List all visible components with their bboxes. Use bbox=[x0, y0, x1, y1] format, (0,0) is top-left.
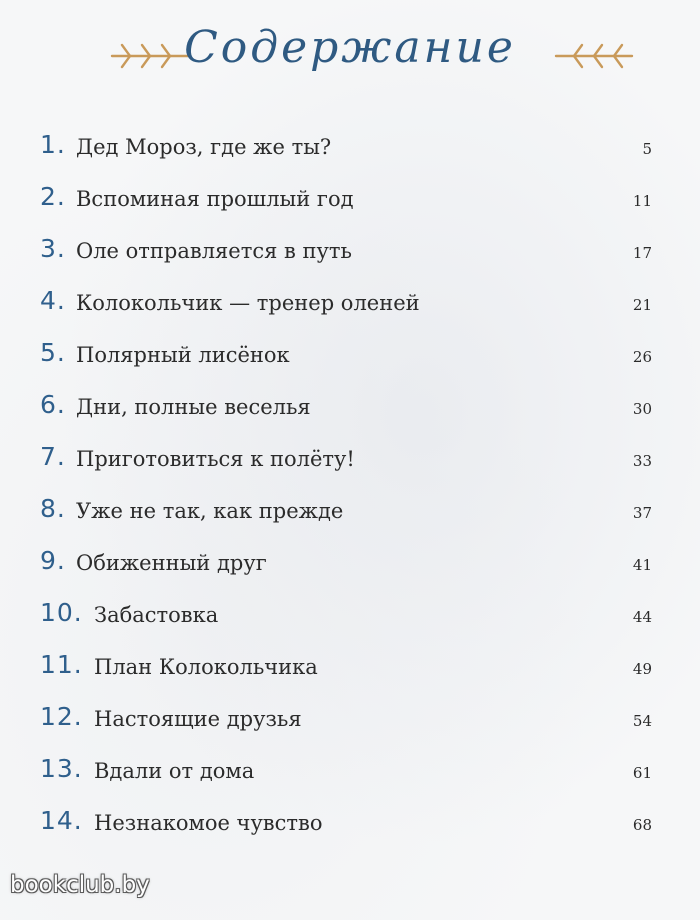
page-number: 11 bbox=[632, 192, 652, 210]
toc-entry[interactable] bbox=[0, 438, 700, 490]
chapter-title: Забастовка bbox=[94, 603, 219, 627]
chapter-number: 8. bbox=[40, 494, 66, 523]
page-number: 26 bbox=[632, 348, 652, 366]
page-number: 37 bbox=[632, 504, 652, 522]
toc-entry[interactable] bbox=[0, 282, 700, 334]
chapter-title: Вспоминая прошлый год bbox=[76, 187, 354, 211]
chapter-number: 5. bbox=[40, 338, 66, 367]
chapter-number: 4. bbox=[40, 286, 66, 315]
chapter-number: 13. bbox=[40, 754, 83, 783]
chapter-number: 9. bbox=[40, 546, 66, 575]
page-number: 17 bbox=[632, 244, 652, 262]
site-watermark: bookclub.by bbox=[10, 872, 150, 898]
toc-entry[interactable] bbox=[0, 178, 700, 230]
chapter-title: Полярный лисёнок bbox=[76, 343, 290, 367]
page-number: 68 bbox=[632, 816, 652, 834]
chapter-number: 6. bbox=[40, 390, 66, 419]
toc-entry[interactable] bbox=[0, 126, 700, 178]
chapter-title: Дед Мороз, где же ты? bbox=[76, 135, 332, 159]
toc-entry[interactable] bbox=[0, 750, 700, 802]
chapter-title: Незнакомое чувство bbox=[94, 811, 323, 835]
page-number: 49 bbox=[632, 660, 652, 678]
page-number: 33 bbox=[632, 452, 652, 470]
twig-icon bbox=[552, 40, 636, 70]
chapter-title: Приготовиться к полёту! bbox=[76, 447, 355, 471]
contents-header bbox=[0, 18, 700, 88]
toc-entry[interactable] bbox=[0, 698, 700, 750]
page-number: 30 bbox=[632, 400, 652, 418]
page-number: 54 bbox=[632, 712, 652, 730]
chapter-number: 12. bbox=[40, 702, 83, 731]
toc-entry[interactable] bbox=[0, 646, 700, 698]
chapter-title: Вдали от дома bbox=[94, 759, 255, 783]
toc-entry[interactable] bbox=[0, 386, 700, 438]
chapter-title: Обиженный друг bbox=[76, 551, 267, 575]
toc-entry[interactable] bbox=[0, 542, 700, 594]
page-number: 41 bbox=[632, 556, 652, 574]
chapter-number: 1. bbox=[40, 130, 66, 159]
page-number: 44 bbox=[632, 608, 652, 626]
chapter-title: План Колокольчика bbox=[94, 655, 318, 679]
chapter-title: Оле отправляется в путь bbox=[76, 239, 352, 263]
chapter-number: 10. bbox=[40, 598, 83, 627]
chapter-number: 11. bbox=[40, 650, 83, 679]
toc-entry[interactable] bbox=[0, 334, 700, 386]
page-number: 21 bbox=[632, 296, 652, 314]
page-title: Содержание bbox=[184, 22, 516, 73]
page-number: 5 bbox=[642, 140, 652, 158]
chapter-number: 2. bbox=[40, 182, 66, 211]
toc-entry[interactable] bbox=[0, 802, 700, 854]
toc-entry[interactable] bbox=[0, 490, 700, 542]
toc-entry[interactable] bbox=[0, 230, 700, 282]
chapter-number: 14. bbox=[40, 806, 83, 835]
chapter-number: 7. bbox=[40, 442, 66, 471]
chapter-title: Уже не так, как прежде bbox=[76, 499, 344, 523]
chapter-title: Дни, полные веселья bbox=[76, 395, 311, 419]
toc-entry[interactable] bbox=[0, 594, 700, 646]
page-number: 61 bbox=[632, 764, 652, 782]
chapter-number: 3. bbox=[40, 234, 66, 263]
chapter-title: Настоящие друзья bbox=[94, 707, 302, 731]
chapter-title: Колокольчик — тренер оленей bbox=[76, 291, 420, 315]
